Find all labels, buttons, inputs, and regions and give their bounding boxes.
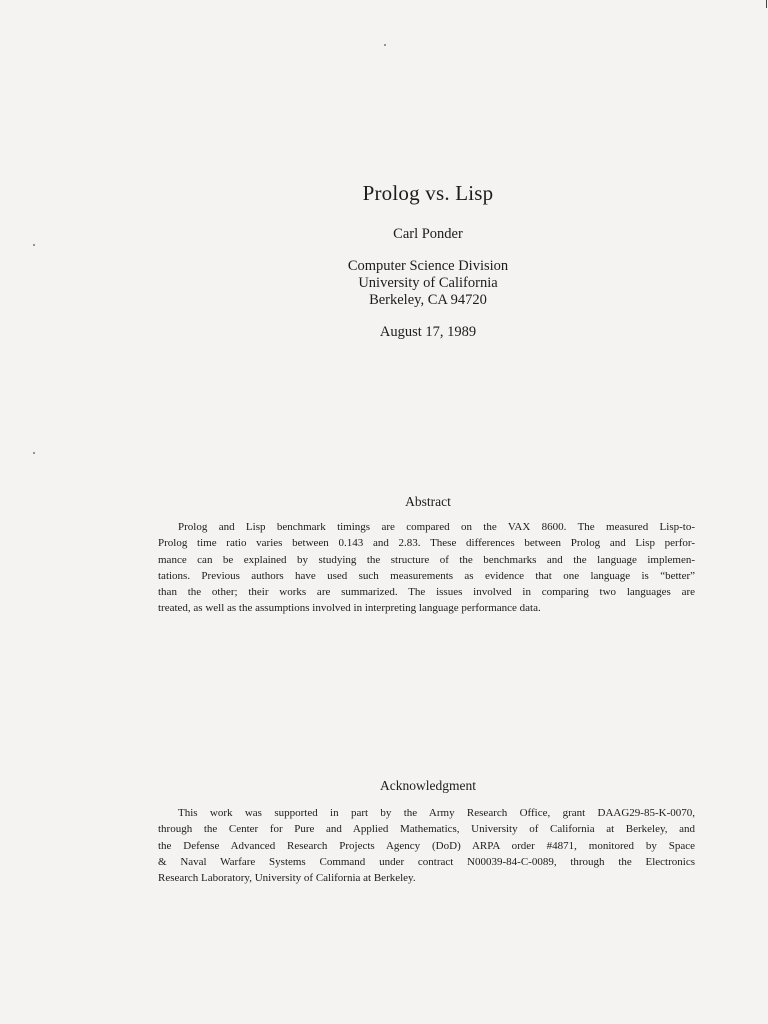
abstract-line: Prolog and Lisp benchmark timings are compared on the VAX 8600. The measured Lisp-to-	[178, 521, 695, 533]
abstract-line: mance can be explained by studying the structure of the benchmarks and the language implemen-	[158, 553, 695, 566]
scan-edge-mark	[766, 0, 767, 8]
author-affiliation	[0, 258, 768, 309]
acknowledgment-heading: Acknowledgment	[380, 778, 476, 793]
acknowledgment-line: & Naval Warfare Systems Command under contract N00039-84-C-0089, through the Electronics	[158, 855, 695, 868]
acknowledgment-line: through the Center for Pure and Applied Mathematics, University of California at Berkeley, and	[158, 823, 695, 836]
affiliation-line: Berkeley, CA 94720	[369, 292, 487, 308]
acknowledgment-line: the Defense Advanced Research Projects Agency (DoD) ARPA order #4871, monitored by Space	[158, 839, 695, 852]
acknowledgment-line: This work was supported in part by the Army Research Office, grant DAAG29-85-K-0070,	[178, 807, 695, 819]
scan-speck	[384, 44, 386, 46]
abstract-line: tations. Previous authors have used such measurements as evidence that one language is “better”	[158, 569, 695, 582]
paper-date: August 17, 1989	[379, 324, 477, 340]
paper-author: Carl Ponder	[393, 226, 463, 242]
scan-speck	[33, 244, 35, 246]
affiliation-line: University of California	[358, 275, 498, 291]
abstract-line: treated, as well as the assumptions involved in interpreting language performance data.	[158, 602, 541, 615]
abstract-heading: Abstract	[405, 494, 451, 509]
acknowledgment-line: Research Laboratory, University of California at Berkeley.	[158, 872, 416, 885]
abstract-body	[158, 519, 695, 617]
paper-title: Prolog vs. Lisp	[362, 181, 494, 205]
acknowledgment-body	[158, 805, 695, 886]
scan-speck	[33, 452, 35, 454]
affiliation-line: Computer Science Division	[347, 258, 509, 274]
abstract-line: Prolog time ratio varies between 0.143 and 2.83. These differences between Prolog and Lisp perfor-	[158, 537, 695, 550]
abstract-line: than the other; their works are summarized. The issues involved in comparing two languages are	[158, 586, 695, 599]
